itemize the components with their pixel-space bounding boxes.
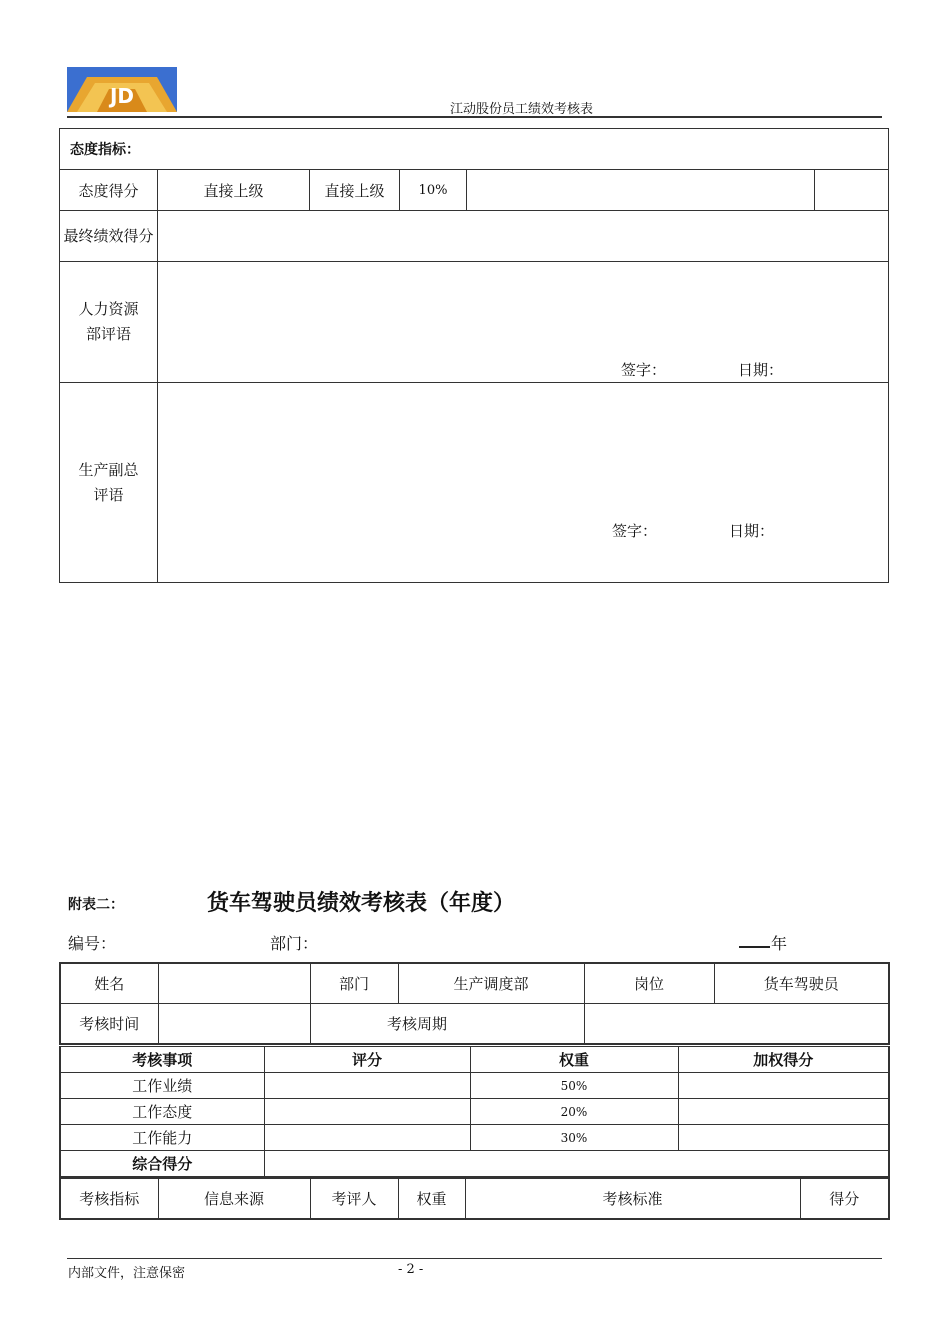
hr-comment-label: 人力资源部评语 bbox=[60, 262, 158, 383]
header-rating: 评分 bbox=[264, 1046, 470, 1073]
rating-cell[interactable] bbox=[264, 1125, 470, 1151]
table-row bbox=[60, 1125, 889, 1151]
year-label: 年 bbox=[771, 934, 788, 953]
final-score-value[interactable] bbox=[158, 211, 889, 262]
assess-period-value[interactable] bbox=[584, 1004, 889, 1045]
dept-label: 部门 bbox=[310, 963, 398, 1004]
weight-cell: 50% bbox=[470, 1073, 678, 1099]
weighted-score-cell[interactable] bbox=[678, 1073, 889, 1099]
table-row bbox=[60, 1073, 889, 1099]
assess-time-label: 考核时间 bbox=[60, 1004, 158, 1045]
rating-cell[interactable] bbox=[264, 1099, 470, 1125]
criteria-score-header: 得分 bbox=[800, 1178, 889, 1219]
weight-cell: 20% bbox=[470, 1099, 678, 1125]
weight-cell: 10% bbox=[400, 170, 467, 211]
criteria-cell[interactable] bbox=[467, 170, 815, 211]
header-item: 考核事项 bbox=[60, 1046, 264, 1073]
attitude-comment-table bbox=[59, 128, 889, 583]
evaluator-cell: 直接上级 bbox=[310, 170, 400, 211]
item-performance: 工作业绩 bbox=[60, 1073, 264, 1099]
rating-cell[interactable] bbox=[264, 1073, 470, 1099]
hr-date-label: 日期： bbox=[738, 361, 784, 379]
assess-period-label: 考核周期 bbox=[310, 1004, 584, 1045]
criteria-evaluator-header: 考评人 bbox=[310, 1178, 398, 1219]
vp-comment-area[interactable] bbox=[158, 383, 889, 583]
attitude-score-label: 态度得分 bbox=[60, 170, 158, 211]
footer-divider bbox=[67, 1258, 882, 1259]
final-score-label: 最终绩效得分 bbox=[60, 211, 158, 262]
dept-value: 生产调度部 bbox=[398, 963, 584, 1004]
weighted-score-cell[interactable] bbox=[678, 1099, 889, 1125]
department-label: 部门： bbox=[270, 934, 319, 953]
vp-comment-label: 生产副总评语 bbox=[60, 383, 158, 583]
header-title: 江动股份员工绩效考核表 bbox=[450, 102, 594, 117]
name-label: 姓名 bbox=[60, 963, 158, 1004]
table-row bbox=[60, 1099, 889, 1125]
criteria-source-header: 信息来源 bbox=[158, 1178, 310, 1219]
total-score-value[interactable] bbox=[264, 1151, 889, 1178]
item-attitude: 工作态度 bbox=[60, 1099, 264, 1125]
confidential-note: 内部文件，注意保密 bbox=[68, 1266, 186, 1281]
info-source-cell: 直接上级 bbox=[158, 170, 310, 211]
name-value[interactable] bbox=[158, 963, 310, 1004]
total-score-label: 综合得分 bbox=[60, 1151, 264, 1178]
attitude-section-title: 态度指标： bbox=[60, 129, 889, 170]
number-label: 编号： bbox=[68, 934, 117, 953]
header-divider bbox=[67, 116, 882, 118]
vp-date-label: 日期： bbox=[729, 522, 775, 540]
page-number: - 2 - bbox=[398, 1262, 424, 1277]
employee-info-table bbox=[59, 962, 890, 1045]
criteria-standard-header: 考核标准 bbox=[465, 1178, 800, 1219]
criteria-header-table bbox=[59, 1177, 890, 1220]
hr-comment-area[interactable] bbox=[158, 262, 889, 383]
score-summary-table bbox=[59, 1044, 890, 1178]
weighted-score-cell[interactable] bbox=[678, 1125, 889, 1151]
header-weighted-score: 加权得分 bbox=[678, 1046, 889, 1073]
company-logo bbox=[67, 67, 177, 112]
header-weight: 权重 bbox=[470, 1046, 678, 1073]
appendix-title: 货车驾驶员绩效考核表（年度） bbox=[207, 890, 516, 916]
score-cell[interactable] bbox=[815, 170, 889, 211]
criteria-weight-header: 权重 bbox=[398, 1178, 465, 1219]
item-ability: 工作能力 bbox=[60, 1125, 264, 1151]
appendix-label: 附表二： bbox=[68, 897, 124, 913]
hr-sign-label: 签字： bbox=[621, 361, 667, 379]
criteria-indicator-header: 考核指标 bbox=[60, 1178, 158, 1219]
position-value: 货车驾驶员 bbox=[714, 963, 889, 1004]
vp-sign-label: 签字： bbox=[612, 522, 658, 540]
logo-lettering: JD bbox=[109, 84, 135, 108]
position-label: 岗位 bbox=[584, 963, 714, 1004]
weight-cell: 30% bbox=[470, 1125, 678, 1151]
year-blank[interactable] bbox=[739, 946, 770, 948]
assess-time-value[interactable] bbox=[158, 1004, 310, 1045]
